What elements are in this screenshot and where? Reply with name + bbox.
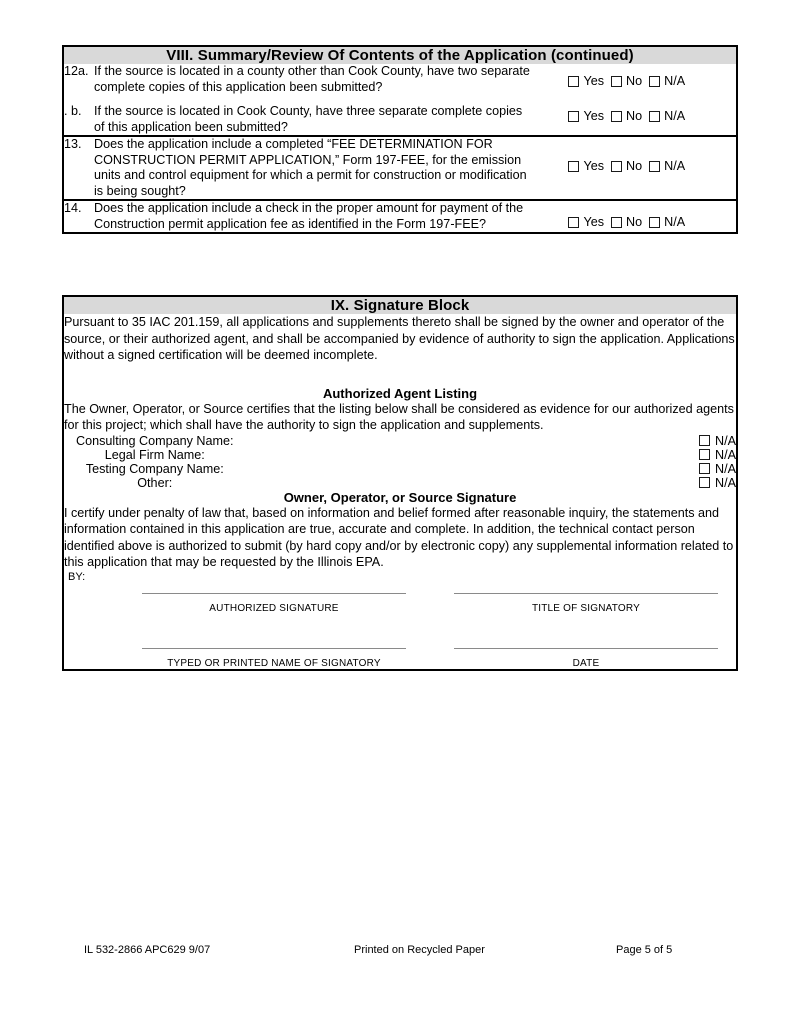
checkbox-icon[interactable] — [611, 217, 622, 228]
question-13-options — [568, 136, 737, 200]
certification-row — [63, 505, 737, 571]
section-ix-table — [62, 295, 738, 671]
checkbox-label: N/A — [715, 475, 736, 490]
signature-heading-row — [63, 490, 737, 505]
checkbox-icon[interactable] — [568, 217, 579, 228]
checkbox-icon[interactable] — [699, 449, 710, 460]
question-12b-number: . b. — [64, 104, 82, 118]
question-12a-number: 12a. — [64, 64, 89, 78]
question-14-options — [568, 200, 737, 233]
agent-listing-intro-row — [63, 401, 737, 434]
checkbox-label: N/A — [715, 433, 736, 448]
checkbox-icon[interactable] — [611, 76, 622, 87]
agent-listing-heading-row — [63, 386, 737, 401]
spacer-row — [63, 364, 737, 386]
spacer-cell — [63, 364, 737, 386]
checkbox-12b-no[interactable] — [611, 109, 642, 123]
question-12a-text — [63, 64, 568, 95]
checkbox-icon[interactable] — [568, 161, 579, 172]
checkbox-label: No — [626, 74, 643, 88]
checkbox-14-na[interactable] — [649, 215, 685, 229]
agent-listing-intro: The Owner, Operator, or Source certifies that the listing below shall be considered as evidence for our authorized agents for this project; which shall have the authority to sign the application and supplements. — [64, 401, 734, 432]
printed-name-caption: TYPED OR PRINTED NAME OF SIGNATORY — [167, 657, 381, 669]
question-12b-text — [63, 95, 568, 136]
section-ix-heading: IX. Signature Block — [63, 296, 737, 314]
checkbox-14-yes[interactable] — [568, 215, 604, 229]
agent-row-2-label: Testing Company Name: — [85, 461, 224, 476]
checkbox-icon[interactable] — [699, 463, 710, 474]
authorized-signature-caption: AUTHORIZED SIGNATURE — [209, 602, 339, 614]
question-12b-body: If the source is located in Cook County, have three separate complete copies of this application been submitted? — [94, 104, 523, 134]
title-of-signatory-field[interactable] — [454, 585, 718, 614]
question-13-text — [63, 136, 568, 200]
checkbox-label: N/A — [715, 447, 736, 462]
section-viii-heading-row — [63, 46, 737, 64]
section-ix-intro-row — [63, 314, 737, 364]
question-12a-body: If the source is located in a county other than Cook County, have two separate complete copies of this application been submitted? — [94, 64, 530, 94]
checkbox-label: Yes — [583, 74, 605, 88]
checkbox-14-no[interactable] — [611, 215, 642, 229]
checkbox-icon[interactable] — [649, 111, 660, 122]
checkbox-13-no[interactable] — [611, 159, 642, 173]
certification-text: I certify under penalty of law that, based on information and belief formed after reasonable inquiry, the statements and information contained in this application are true, accurate and complete. In addition, the technical contact person identified above is authorized to submit (by hard copy and/or by electronic copy) any supplemental information related to this application that may be requested by the Illinois EPA. — [64, 505, 734, 569]
page-footer — [62, 944, 738, 956]
question-14-number: 14. — [64, 201, 82, 215]
table-row — [63, 64, 737, 95]
signature-grid-2 — [64, 640, 736, 669]
checkbox-icon[interactable] — [649, 161, 660, 172]
checkbox-label: No — [626, 159, 643, 173]
table-row — [63, 448, 737, 462]
checkbox-12a-yes[interactable] — [568, 74, 604, 88]
agent-row-3-value-cell[interactable] — [246, 476, 737, 490]
question-13-number: 13. — [64, 137, 82, 151]
checkbox-label: N/A — [664, 215, 686, 229]
question-12b-options — [568, 95, 737, 136]
checkbox-12a-no[interactable] — [611, 74, 642, 88]
signature-block-intro: Pursuant to 35 IAC 201.159, all applications and supplements thereto shall be signed by the owner and operator of the source, or their authorized agent, and shall be accompanied by evidence of authority to sign the application. Applications without a signed certification will be deemed incomplete. — [64, 315, 735, 362]
checkbox-label: No — [626, 215, 643, 229]
checkbox-icon[interactable] — [611, 111, 622, 122]
footer-recycled-note: Printed on Recycled Paper — [354, 944, 485, 956]
checkbox-12b-na[interactable] — [649, 109, 685, 123]
table-row — [63, 434, 737, 448]
question-14-text — [63, 200, 568, 233]
signature-grid — [64, 585, 736, 614]
checkbox-label: No — [626, 109, 643, 123]
checkbox-12a-na[interactable] — [649, 74, 685, 88]
checkbox-label: Yes — [583, 109, 605, 123]
checkbox-icon[interactable] — [699, 477, 710, 488]
checkbox-label: N/A — [664, 159, 686, 173]
footer-form-id: IL 532-2866 APC629 9/07 — [84, 944, 211, 956]
agent-row-3-label: Other: — [137, 475, 173, 490]
agent-listing-heading: Authorized Agent Listing — [322, 385, 478, 401]
checkbox-13-yes[interactable] — [568, 159, 604, 173]
authorized-signature-field[interactable] — [142, 585, 406, 614]
section-viii-table — [62, 45, 738, 234]
agent-row-2-value-cell[interactable] — [246, 462, 737, 476]
section-viii-heading: VIII. Summary/Review Of Contents of the Application (continued) — [63, 46, 737, 64]
question-14-body: Does the application include a check in the proper amount for payment of the Construction permit application fee as identified in the Form 197-FEE? — [94, 201, 524, 231]
checkbox-icon[interactable] — [699, 435, 710, 446]
question-12a-options — [568, 64, 737, 95]
checkbox-icon[interactable] — [611, 161, 622, 172]
question-13-body: Does the application include a completed “FEE DETERMINATION FOR CONSTRUCTION PERMIT APPLICATION,” Form 197-FEE, for the emission units and control equipment for which a permit for construction or modification is being sought? — [94, 137, 527, 198]
title-of-signatory-caption: TITLE OF SIGNATORY — [531, 602, 641, 614]
checkbox-label: Yes — [583, 215, 605, 229]
checkbox-13-na[interactable] — [649, 159, 685, 173]
signature-lines-row — [63, 571, 737, 670]
date-caption: DATE — [572, 657, 600, 669]
table-row — [63, 200, 737, 233]
signature-area — [63, 571, 737, 670]
agent-row-0-value-cell[interactable] — [246, 434, 737, 448]
table-row — [63, 462, 737, 476]
footer-page-number: Page 5 of 5 — [616, 944, 673, 956]
checkbox-12b-yes[interactable] — [568, 109, 604, 123]
agent-row-0-label: Consulting Company Name: — [76, 433, 234, 448]
checkbox-label: N/A — [715, 461, 736, 476]
checkbox-label: N/A — [664, 109, 686, 123]
table-row — [63, 95, 737, 136]
printed-name-field[interactable] — [142, 640, 406, 669]
table-row — [63, 476, 737, 490]
owner-signature-heading: Owner, Operator, or Source Signature — [283, 489, 517, 505]
signature-spacer — [64, 614, 736, 640]
checkbox-icon[interactable] — [568, 76, 579, 87]
checkbox-label: Yes — [583, 159, 605, 173]
checkbox-icon[interactable] — [649, 76, 660, 87]
checkbox-icon[interactable] — [649, 217, 660, 228]
checkbox-label: N/A — [664, 74, 686, 88]
checkbox-icon[interactable] — [568, 111, 579, 122]
by-label: BY: — [68, 570, 86, 583]
table-row — [63, 136, 737, 200]
section-ix-heading-row — [63, 296, 737, 314]
agent-row-1-label: Legal Firm Name: — [104, 447, 205, 462]
agent-row-1-value-cell[interactable] — [246, 448, 737, 462]
date-field[interactable] — [454, 640, 718, 669]
